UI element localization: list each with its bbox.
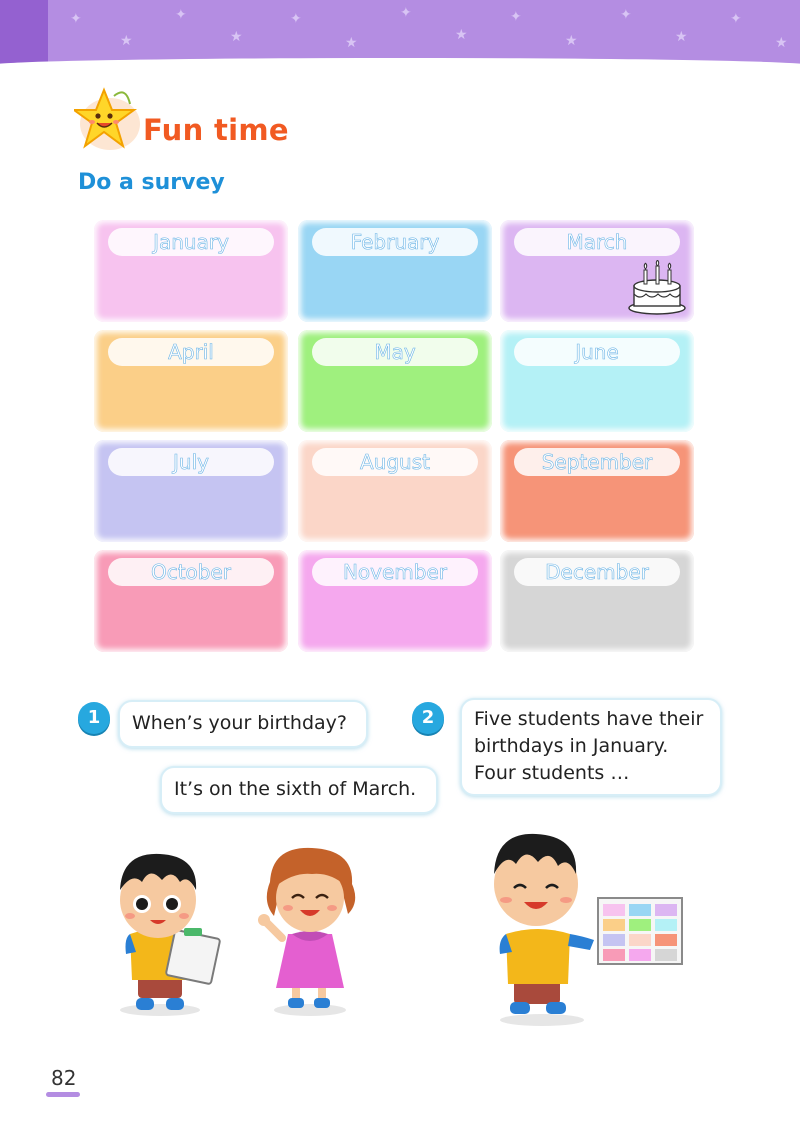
month-cell-march — [500, 220, 694, 322]
month-cell-july — [94, 440, 288, 542]
month-cell-february — [298, 220, 492, 322]
boy-with-chart-illustration — [470, 822, 690, 1028]
month-cell-october — [94, 550, 288, 652]
boy-with-clipboard-illustration — [100, 838, 230, 1018]
month-label: April — [168, 340, 214, 364]
report-line-3: Four students … — [474, 762, 630, 784]
month-label: December — [545, 560, 649, 584]
month-cell-november — [298, 550, 492, 652]
month-label: June — [575, 340, 619, 364]
birthday-cake-icon — [626, 260, 688, 316]
month-cell-december — [500, 550, 694, 652]
speech-bubble-question — [118, 700, 368, 748]
speech-bubble-answer — [160, 766, 438, 814]
month-cell-may — [298, 330, 492, 432]
page-number-underline — [46, 1092, 80, 1097]
month-label: July — [173, 450, 209, 474]
answer-text: It’s on the sixth of March. — [174, 778, 417, 800]
month-label: May — [374, 340, 416, 364]
report-line-2: birthdays in January. — [474, 735, 669, 757]
month-label: November — [342, 560, 448, 584]
month-cell-january — [94, 220, 288, 322]
month-label: February — [350, 230, 440, 254]
smiling-star-icon — [74, 86, 140, 158]
month-grid — [94, 220, 698, 656]
month-label: August — [360, 450, 430, 474]
page-number: 82 — [51, 1066, 77, 1090]
report-line-1: Five students have their — [474, 708, 704, 730]
number-badge-2: 2 — [412, 702, 444, 734]
speech-bubble-report — [460, 698, 722, 796]
banner-torn-edge — [0, 58, 800, 70]
month-cell-april — [94, 330, 288, 432]
month-label: March — [566, 230, 628, 254]
month-cell-august — [298, 440, 492, 542]
section-title: Fun time — [143, 113, 289, 147]
number-badge-1: 1 — [78, 702, 110, 734]
girl-pointing-illustration — [252, 838, 372, 1018]
banner-tab — [0, 0, 48, 70]
month-label: September — [541, 450, 653, 474]
month-label: October — [150, 560, 232, 584]
month-label: January — [153, 230, 229, 254]
question-text: When’s your birthday? — [132, 712, 347, 734]
activity-subtitle: Do a survey — [78, 170, 225, 195]
month-cell-september — [500, 440, 694, 542]
month-cell-june — [500, 330, 694, 432]
